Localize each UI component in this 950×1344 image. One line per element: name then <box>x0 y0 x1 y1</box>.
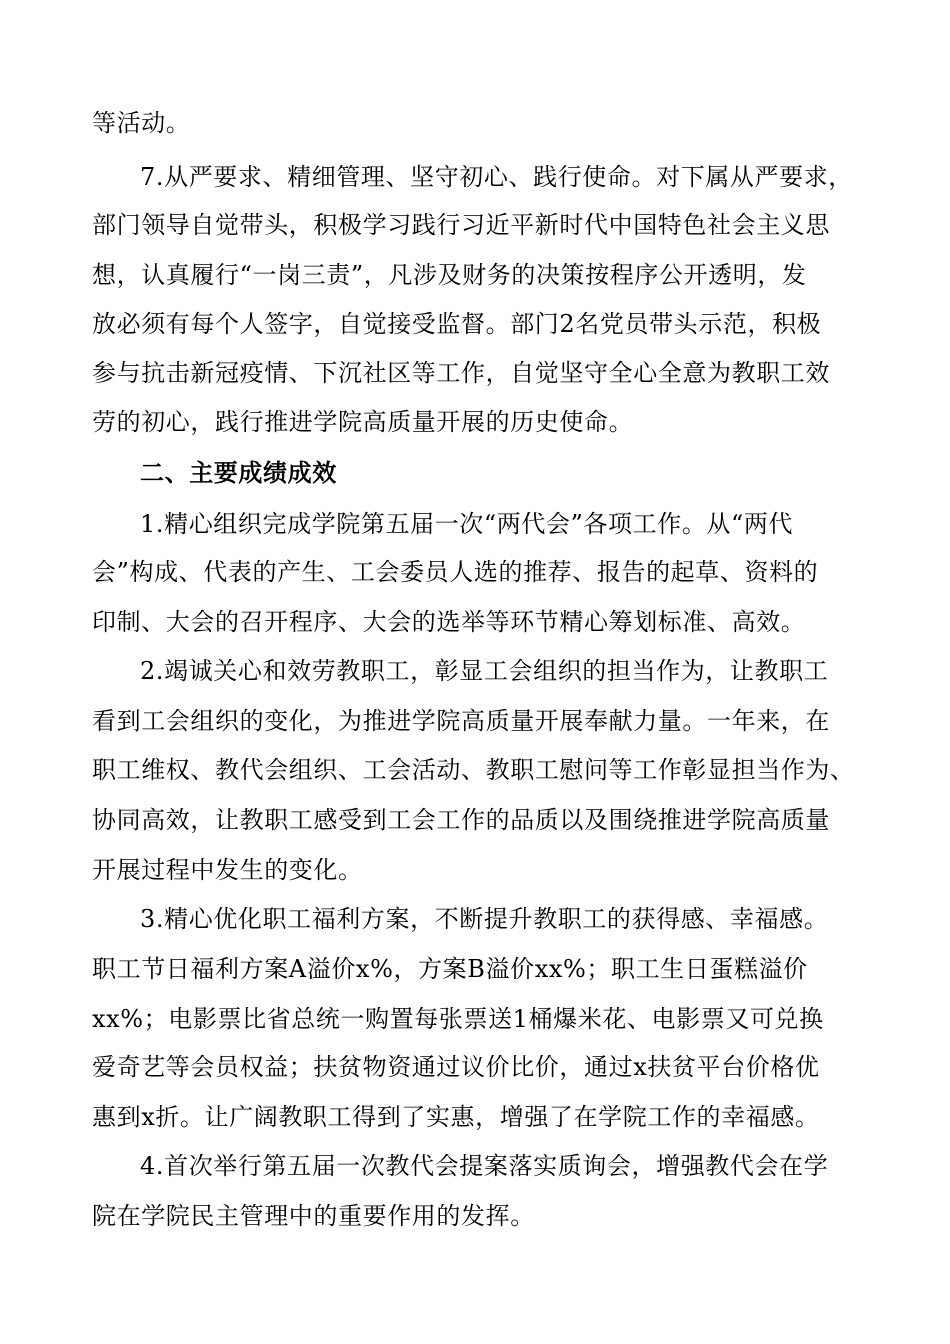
paragraph-line: 放必须有每个人签字，自觉接受监督。部门2名党员带头示范，积极 <box>92 310 822 338</box>
paragraph-line: 印制、大会的召开程序、大会的选举等环节精心筹划标准、高效。 <box>92 608 806 636</box>
paragraph-line: 职工维权、教代会组织、工会活动、教职工慰问等工作彰显担当作为、 <box>92 756 855 784</box>
paragraph-line: 想，认真履行“一岗三责”，凡涉及财务的决策按程序公开透明，发 <box>92 261 807 289</box>
paragraph-line: xx%；电影票比省总统一购置每张票送1桶爆米花、电影票又可兑换 <box>92 1005 824 1033</box>
paragraph-line: 等活动。 <box>92 109 191 137</box>
paragraph-line: 职工节日福利方案A溢价x%，方案B溢价xx%；职工生日蛋糕溢价 <box>92 955 808 983</box>
paragraph-line: 2.竭诚关心和效劳教职工，彰显工会组织的担当作为，让教职工 <box>140 657 829 685</box>
paragraph-line: 院在学院民主管理中的重要作用的发挥。 <box>92 1202 535 1230</box>
paragraph-line: 3.精心优化职工福利方案，不断提升教职工的获得感、幸福感。 <box>140 905 829 933</box>
paragraph-line: 部门领导自觉带头，积极学习践行习近平新时代中国特色社会主义思 <box>92 211 830 239</box>
paragraph-line: 爱奇艺等会员权益；扶贫物资通过议价比价，通过x扶贫平台价格优 <box>92 1053 820 1081</box>
paragraph-line: 1.精心组织完成学院第五届一次“两代会”各项工作。从“两代 <box>140 510 794 538</box>
paragraph-line: 参与抗击新冠疫情、下沉社区等工作，自觉坚守全心全意为教职工效 <box>92 359 830 387</box>
paragraph-line: 看到工会组织的变化，为推进学院高质量开展奉献力量。一年来，在 <box>92 707 830 735</box>
paragraph-line: 劳的初心，践行推进学院高质量开展的历史使命。 <box>92 408 634 436</box>
paragraph-line: 协同高效，让教职工感受到工会工作的品质以及围绕推进学院高质量 <box>92 806 830 834</box>
paragraph-line: 4.首次举行第五届一次教代会提案落实质询会，增强教代会在学 <box>140 1152 829 1180</box>
paragraph-line: 惠到x折。让广阔教职工得到了实惠，增强了在学院工作的幸福感。 <box>92 1103 820 1131</box>
paragraph-line: 7.从严要求、精细管理、坚守初心、践行使命。对下属从严要求， <box>140 163 853 191</box>
section-heading: 二、主要成绩成效 <box>140 459 337 487</box>
paragraph-line: 会”构成、代表的产生、工会委员人选的推荐、报告的起草、资料的 <box>92 558 819 586</box>
paragraph-line: 开展过程中发生的变化。 <box>92 856 363 884</box>
